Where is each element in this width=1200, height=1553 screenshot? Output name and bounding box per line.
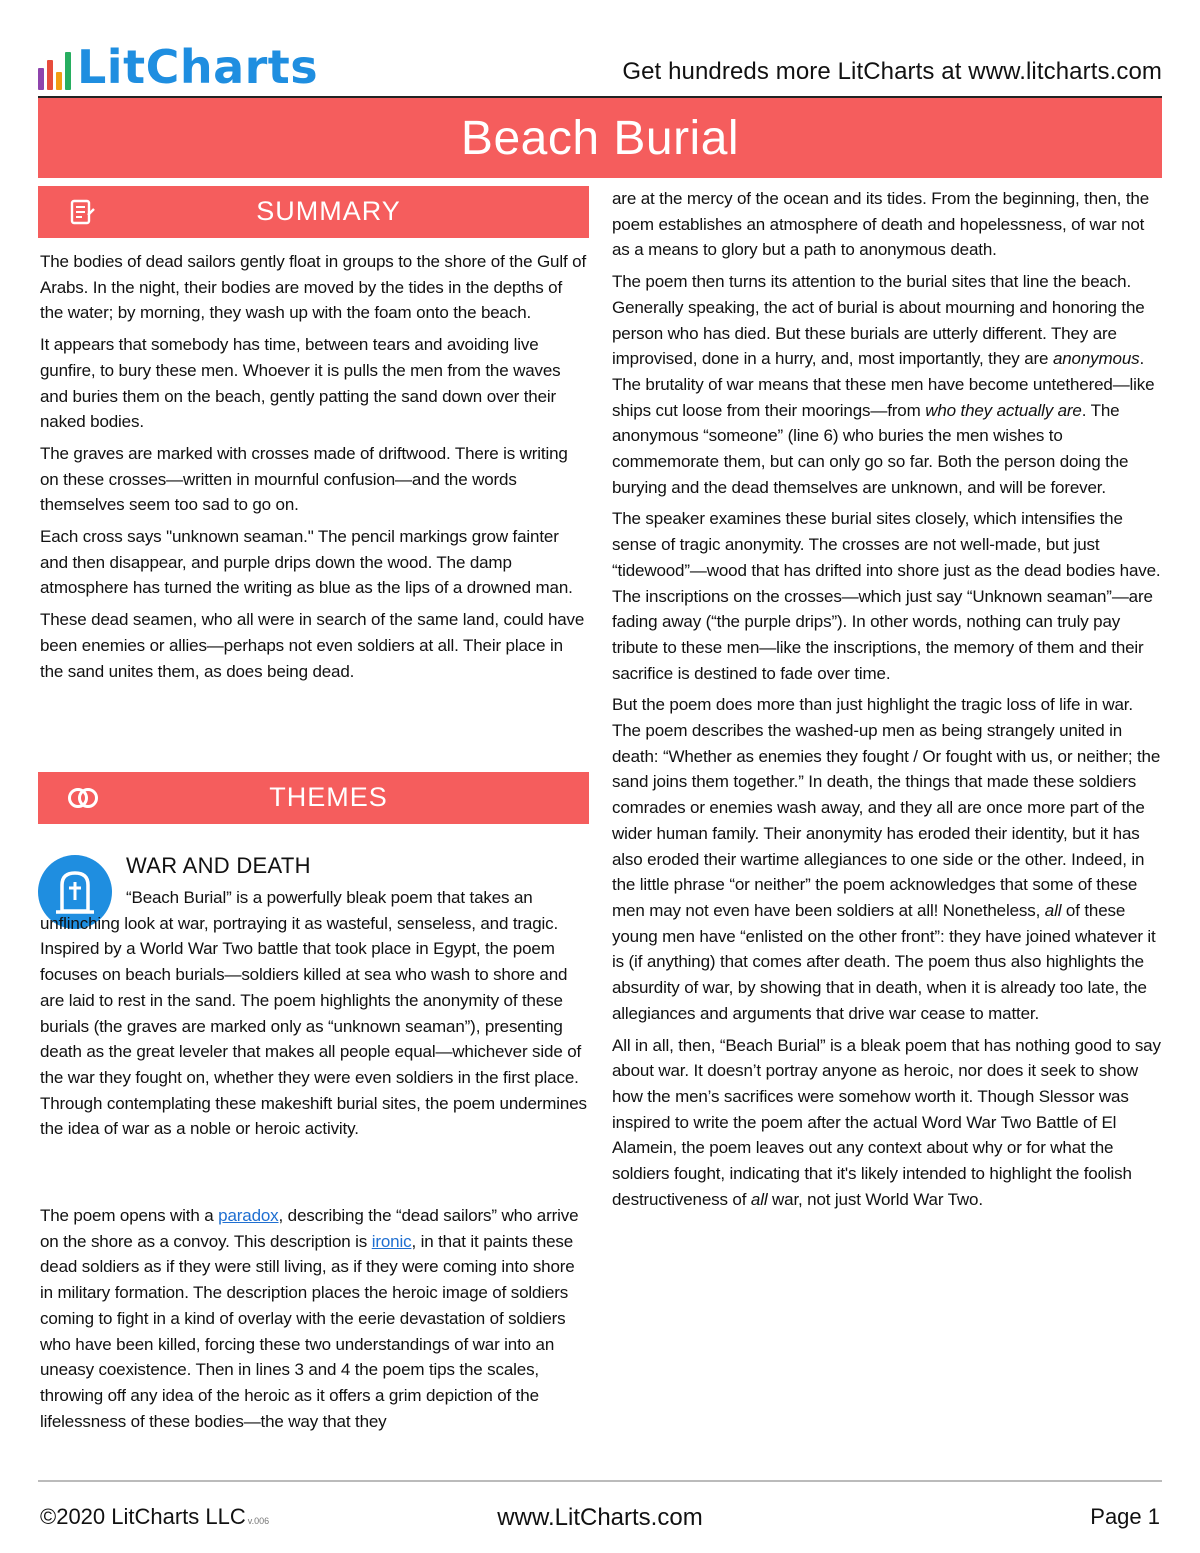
- text-span: . The anonymous “someone” (line 6) who buries the men wishes to commemorate them, but can only go so far. Both the person doing the burying and the dead themselves are unknown, and will be forever.: [612, 400, 1129, 497]
- summary-paragraph: It appears that somebody has time, between tears and avoiding live gunfire, to bury these men. Whoever it is pulls the men from the waves and buries them on the beach, gently patting the sand down over their naked bodies.: [40, 335, 561, 432]
- emphasis-text: who they actually are: [925, 400, 1082, 420]
- text-span: . The brutality of war means that these men have become untethered—like ships cut loose from their moorings—from: [612, 349, 1155, 420]
- themes-label: THEMES: [269, 782, 388, 812]
- paradox-link[interactable]: paradox: [218, 1206, 279, 1225]
- right-paragraph: The speaker examines these burial sites closely, which intensifies the sense of tragic anonymity. The crosses are not well-made, but just “tidewood”—wood that has drifted into shore just as the dead bodies have. The inscriptions on the crosses—which just say “Unknown seaman”—are fading away (“the purple drips”). In other words, nothing can truly pay tribute to these men—like the inscriptions, the memory of them and their sacrifice is destined to fade over time.: [612, 509, 1161, 683]
- summary-paragraph: These dead seamen, who all were in search of the same land, could have been enemies or allies—perhaps not even soldiers at all. Their place in the sand unites them, as does being dead.: [40, 610, 585, 681]
- emphasis-text: anonymous: [1052, 349, 1140, 369]
- right-paragraph: [612, 269, 1162, 500]
- right-paragraph: [612, 692, 1162, 1026]
- summary-paragraph: Each cross says "unknown seaman." The pencil markings grow fainter and then disappear, and purple drips down the wood. The damp atmosphere has turned the writing as blue as the lips of a drowned man.: [40, 527, 573, 598]
- text-span: All in all, then, “Beach Burial” is a bleak poem that has nothing good to say about war. It doesn’t portray anyone as heroic, nor does it seek to show how the men’s sacrifices were somehow worth it. Though Slessor was inspired to write the poem after the actual Word War Two Battle of El Alamein, the poem leaves out any context about why or for what the soldiers fought, indicating that it's likely intended to highlight the foolish destructiveness of: [612, 1035, 1161, 1209]
- theme-intro-paragraph: [40, 885, 588, 1148]
- summary-paragraph: The graves are marked with crosses made of driftwood. There is writing on these crosses—written in mournful confusion—and the words themselves seem too sad to go on.: [40, 443, 568, 515]
- version-label: v.006: [247, 1516, 270, 1526]
- page-header: [38, 28, 1162, 98]
- logo-bars-icon: [38, 50, 71, 90]
- page-number: Page 1: [1090, 1504, 1160, 1529]
- right-paragraph: [612, 1033, 1162, 1213]
- title-bar: [38, 98, 1162, 178]
- litcharts-logo[interactable]: [38, 34, 319, 94]
- summary-label: SUMMARY: [256, 196, 401, 226]
- footer-site-link[interactable]: www.LitCharts.com: [497, 1504, 703, 1531]
- summary-header: [38, 186, 589, 238]
- page-footer: [38, 1480, 1162, 1540]
- theme-title: WAR AND DEATH: [126, 853, 311, 878]
- ironic-link[interactable]: ironic: [371, 1231, 412, 1251]
- right-paragraph: are at the mercy of the ocean and its tides. From the beginning, then, the poem establishes an atmosphere of death and hopelessness, of war not as a means to glory but a path to anonymous death.: [612, 189, 1150, 260]
- text-span: The poem then turns its attention to the burial sites that line the beach. Generally speaking, the act of burial is about mourning and honoring the person who has died. But these burials are utterly different. They are improvised, done in a hurry, and, most importantly, they are: [612, 272, 1145, 369]
- right-column: [612, 186, 1162, 1218]
- text-span: war, not just World War Two.: [767, 1189, 983, 1209]
- theme-p2-text: The poem opens with a: [40, 1206, 219, 1225]
- summary-body: [40, 249, 588, 690]
- themes-header: [38, 772, 589, 824]
- emphasis-text: all: [750, 1189, 768, 1209]
- text-span: But the poem does more than just highlight the tragic loss of life in war. The poem describes the washed-up men as being strangely united in death: “Whether as enemies they fought / Or fought with us, or neither; the sand joins them together.” In death, the things that made these soldiers comrades or enemies wash away, and they all are once more part of the wider human family. Their anonymity has eroded their identity, but it has also eroded their wartime allegiances to one side or the other. Indeed, in the little phrase “or neither” the poem acknowledges that some of these men may not even have been soldiers at all! Nonetheless,: [612, 695, 1161, 920]
- logo-text: LitCharts: [77, 40, 319, 94]
- text-span: of these young men have “enlisted on the other front”: they have joined whatever it is (if anything) that comes after death. The poem thus also highlights the absurdity of war, by showing that in death, when it is already too late, the allegiances and arguments that drive war cease to matter.: [612, 900, 1156, 1023]
- theme-p2-text: , in that it paints these dead soldiers as if they were still living, as if they were coming into shore in military formation. The description places the heroic image of soldiers coming to fight in a kind of overlay with the eerie devastation of soldiers who have been killed, forcing these two understandings of war into an uneasy coexistence. Then in lines 3 and 4 the poem tips the scales, throwing off any idea of the heroic as it offers a grim depiction of the lifelessness of these bodies—the way that they: [40, 1231, 575, 1431]
- copyright-text: ©2020 LitCharts LLC: [40, 1504, 246, 1529]
- theme-intro-text: “Beach Burial” is a powerfully bleak poem that takes an unflinching look at war, portraying it as wasteful, senseless, and tragic. Inspired by a World War Two battle that took place in Egypt, the poem focuses on beach burials—soldiers killed at sea who wash to shore and are laid to rest in the sand. The poem highlights the anonymity of these burials (the graves are marked only as “unknown seaman”), presenting death as the great leveler that makes all people equal—whichever side of the war they fought on, whether they were even soldiers in the first place. Through contemplating these makeshift burial sites, the poem undermines the idea of war as a noble or heroic activity.: [40, 888, 587, 1139]
- summary-paragraph: The bodies of dead sailors gently float in groups to the shore of the Gulf of Arabs. In the night, their bodies are moved by the tides in the depths of the water; by morning, they wash up with the foam onto the beach.: [40, 252, 587, 323]
- header-tagline[interactable]: Get hundreds more LitCharts at www.litcharts.com: [622, 58, 1162, 85]
- emphasis-text: all: [1044, 900, 1062, 920]
- theme-paragraph-2: [40, 1203, 588, 1440]
- theme-p2-text: , describing the “dead sailors” who arrive on the shore as a convoy. This description is: [40, 1206, 579, 1251]
- page-title: Beach Burial: [460, 111, 740, 165]
